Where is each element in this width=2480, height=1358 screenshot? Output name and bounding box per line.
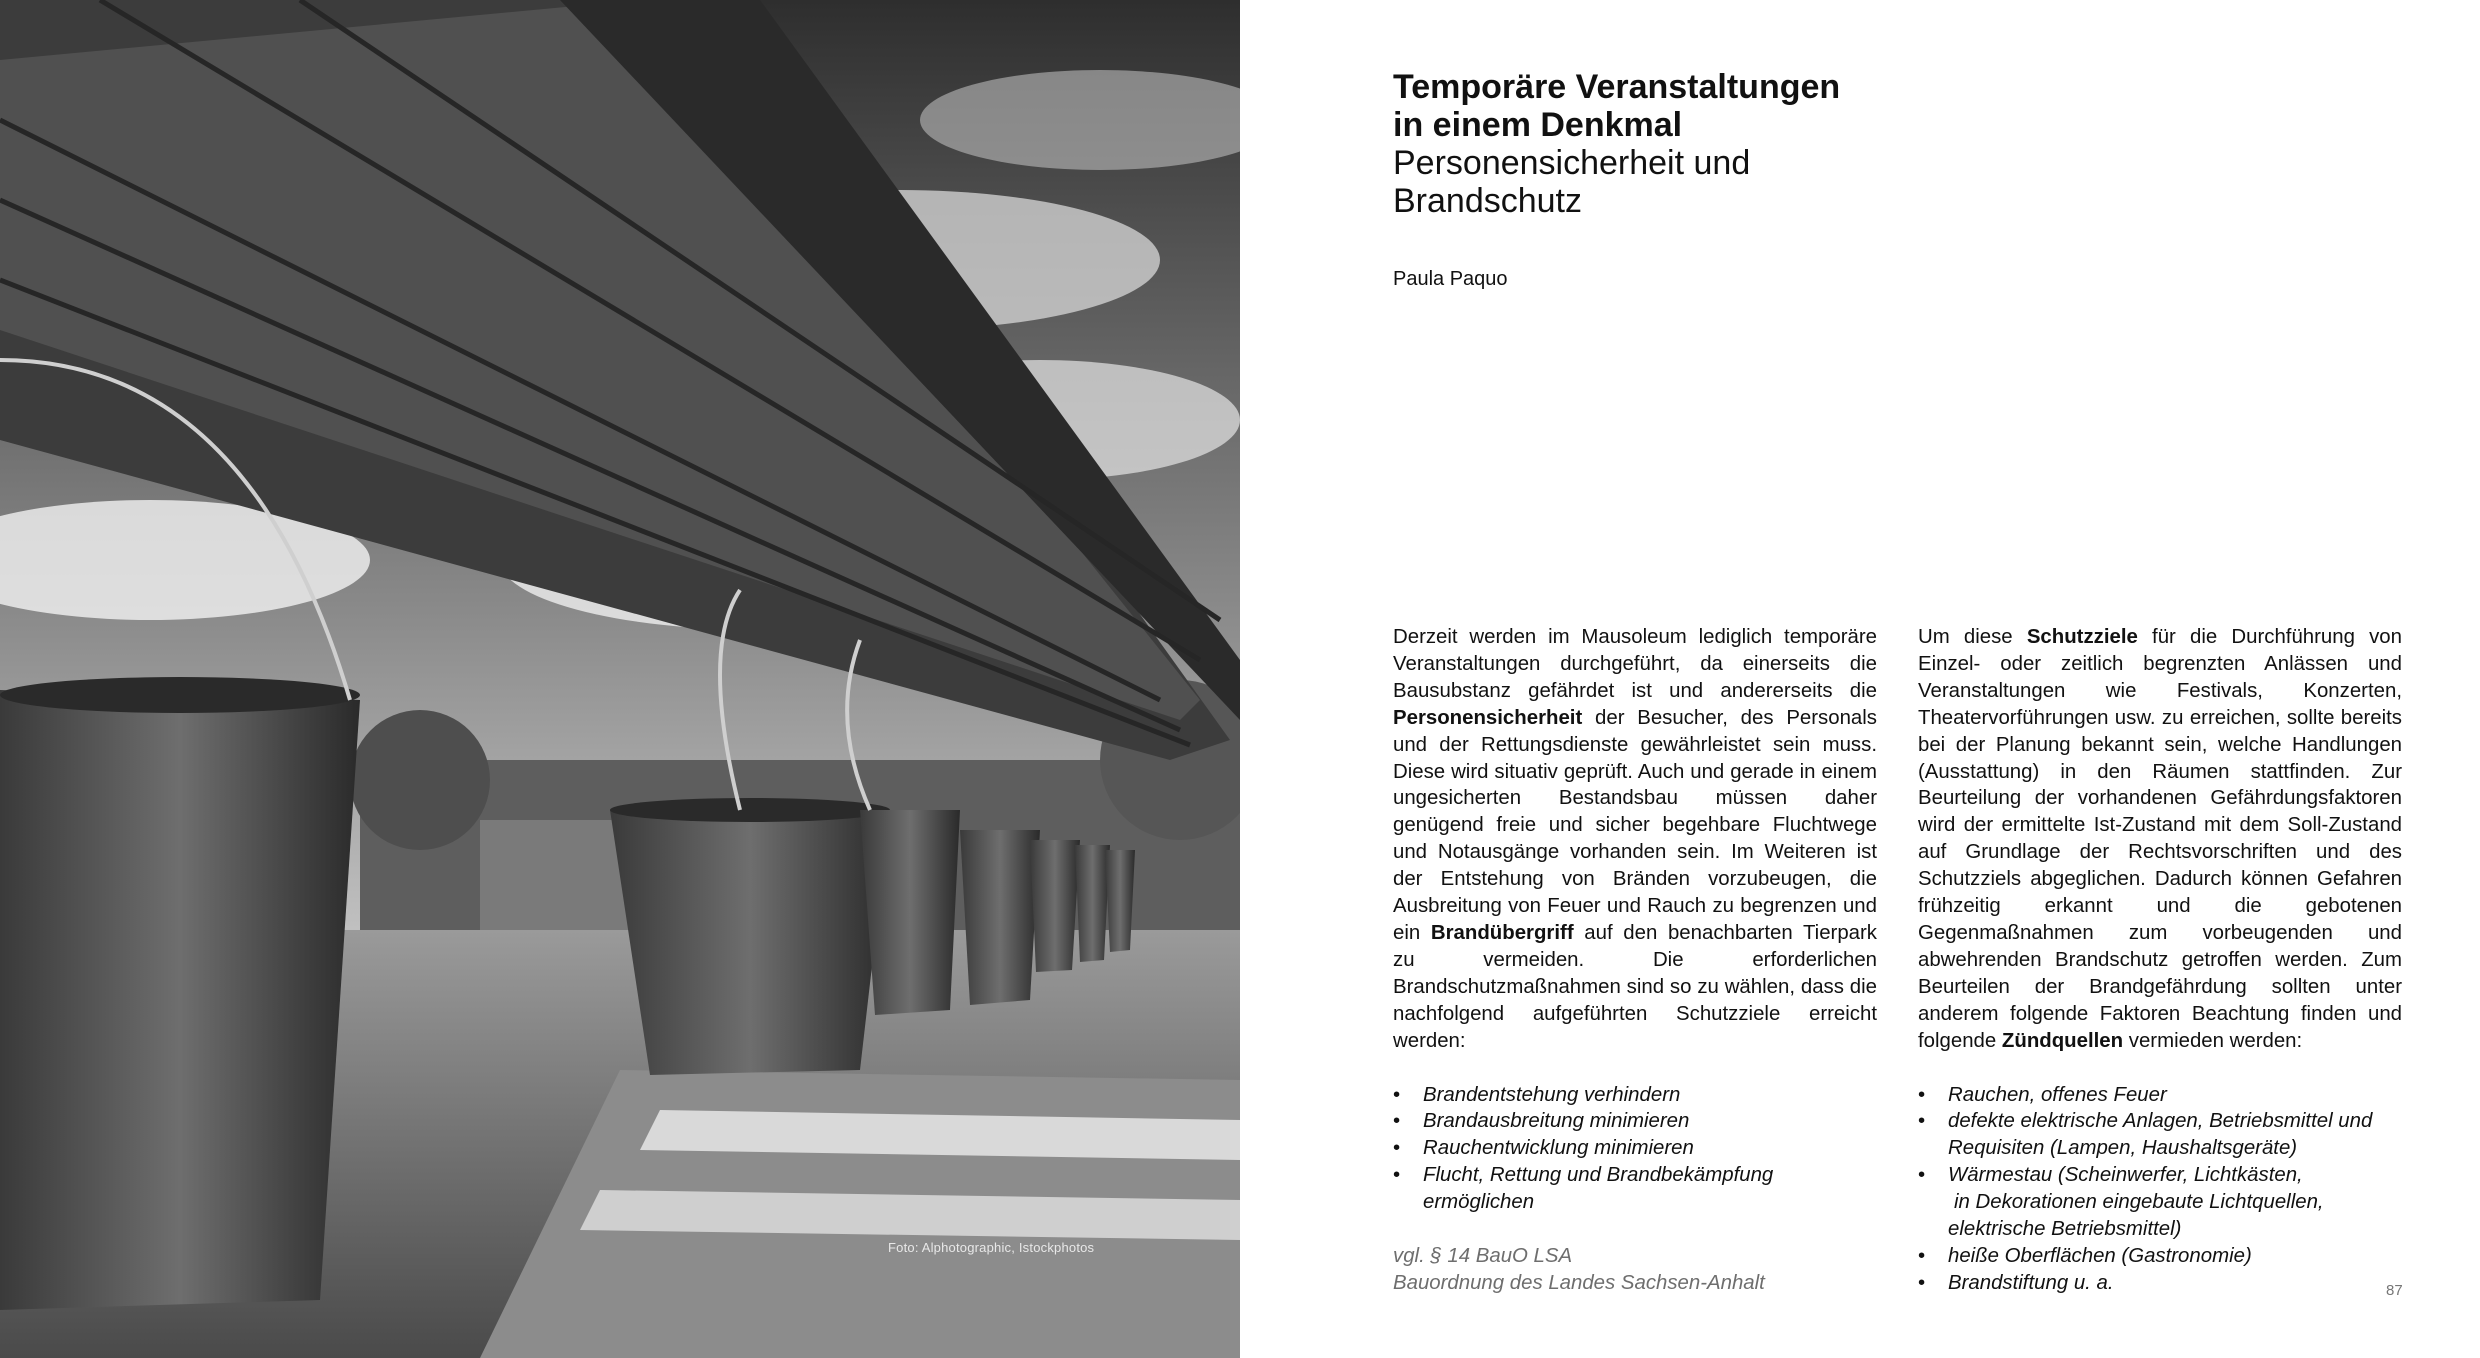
list-item: • defekte elektrische Anlagen, Betriebsmittel und Requisiten (Lampen, Haushaltsgeräte) bbox=[1918, 1108, 2402, 1162]
zundquellen-list bbox=[1918, 1082, 2402, 1297]
paragraph-right: Um diese Schutzziele für die Durchführung von Einzel- oder zeitlich begrenzten Anlässen und Veranstaltungen wie Festivals, Konzerten, Theatervorführungen usw. zu erreichen, sollte bereits bei der Planung bekannt sein, welche Handlungen (Ausstattung) in den Räumen stattfinden. Zur Beurteilung der vorhandenen Gefährdungsfaktoren wird der ermittelte Ist-Zustand mit dem Soll-Zustand auf Grundlage der Rechtsvorschriften und des Schutzziels abgeglichen. Dadurch können Gefahren frühzeitig erkannt und die gebotenen Gegenmaßnahmen zum vorbeugenden und abwehrenden Brandschutz getroffen werden. Zum Beurteilen der Brandgefährdung sollten unter anderem folgende Faktoren Beachtung finden und folgende Zündquellen vermieden werden: bbox=[1918, 626, 2402, 1052]
keyword-schutzziele: Schutzziele bbox=[2026, 626, 2138, 648]
list-item bbox=[1918, 1162, 2402, 1243]
list-item: • Flucht, Rettung und Brandbekämpfung ermöglichen bbox=[1393, 1162, 1877, 1216]
keyword-brandubergriff: Brandübergriff bbox=[1430, 921, 1574, 944]
article-title-block bbox=[1393, 68, 2093, 220]
paragraph-left: Derzeit werden im Mausoleum lediglich temporäre Veranstaltungen durchgeführt, da einerseits die Bausubstanz gefährdet ist und andererseits die Personensicherheit der Besucher, des Personals und der Rettungsdienste gewährleistet sein muss. Diese wird situativ geprüft. Auch und gerade in einem ungesicherten Bestandsbau müssen daher genügend freie und sicher begehbare Fluchtwege und Notausgänge vorhanden sein. Im Weiteren ist der Entstehung von Bränden vorzubeugen, die Ausbreitung von Feuer und Rauch zu begrenzen und ein Brandübergriff auf den benachbarten Tierpark zu vermeiden. Die erforderlichen Brandschutzmaßnahmen sind so zu wählen, dass die nachfolgend aufgeführten Schutzziele erreicht werden: bbox=[1393, 626, 1877, 1052]
subtitle-line-1: Personensicherheit und bbox=[1393, 144, 1751, 182]
keyword-personensicherheit: Personensicherheit bbox=[1393, 706, 1583, 729]
legal-reference bbox=[1393, 1243, 1877, 1297]
page-number: 87 bbox=[2386, 1282, 2403, 1299]
author-name: Paula Paquo bbox=[1393, 268, 1508, 290]
waermestau-line-3: elektrische Betriebsmittel) bbox=[1948, 1218, 2182, 1241]
subtitle-line-2: Brandschutz bbox=[1393, 182, 1582, 220]
text-column-right bbox=[1918, 624, 2402, 1297]
photo-credit: Foto: Alphotographic, Istockphotos bbox=[888, 1240, 1095, 1255]
list-item: • Brandausbreitung minimieren bbox=[1393, 1108, 1877, 1135]
reference-line-2: Bauordnung des Landes Sachsen-Anhalt bbox=[1393, 1271, 1765, 1294]
reference-line-1: vgl. § 14 BauO LSA bbox=[1393, 1245, 1573, 1268]
list-item: • Brandentstehung verhindern bbox=[1393, 1082, 1877, 1109]
text-column-left bbox=[1393, 624, 1877, 1297]
title-line-2: in einem Denkmal bbox=[1393, 106, 1683, 144]
waermestau-line-1: Wärmestau (Scheinwerfer, Lichtkästen, bbox=[1948, 1164, 2303, 1187]
waermestau-line-2: in Dekorationen eingebaute Lichtquellen, bbox=[1954, 1191, 2324, 1214]
list-item: • heiße Oberflächen (Gastronomie) bbox=[1918, 1243, 2402, 1270]
schutzziele-list bbox=[1393, 1082, 1877, 1217]
list-item: • Brandstiftung u. a. bbox=[1918, 1270, 2402, 1297]
list-item: • Rauchentwicklung minimieren bbox=[1393, 1135, 1877, 1162]
keyword-zundquellen: Zündquellen bbox=[2001, 1029, 2124, 1052]
list-item: • Rauchen, offenes Feuer bbox=[1918, 1082, 2402, 1109]
title-line-1: Temporäre Veranstaltungen bbox=[1393, 68, 1841, 106]
